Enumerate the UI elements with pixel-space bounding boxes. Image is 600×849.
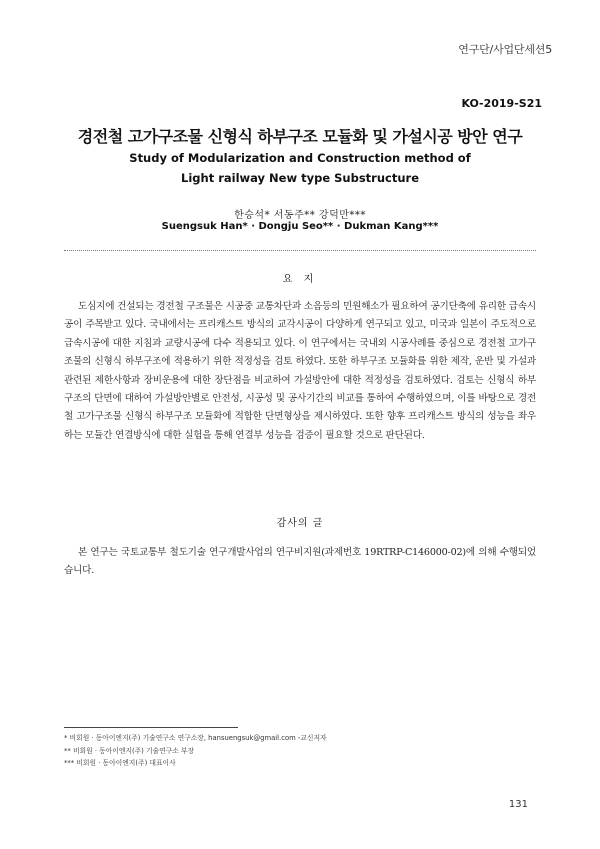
acknowledgment-heading: 감사의 글 <box>276 518 324 529</box>
footnote-item: *** 비회원 · 동아이엔지(주) 대표이사 <box>64 759 176 767</box>
footnotes <box>64 732 544 770</box>
footnote-item: * 비회원 · 동아이엔지(주) 기술연구소 연구소장, hansuengsuk@gmail.com -교신저자 <box>64 734 327 742</box>
title-korean: 경전철 고가구조물 신형식 하부구조 모듈화 및 가설시공 방안 연구 <box>77 127 523 146</box>
title-english-line1: Study of Modularization and Construction method of <box>129 151 471 165</box>
page-number: 131 <box>508 799 528 810</box>
title-english <box>0 148 600 188</box>
title-english-line2: Light railway New type Substructure <box>181 171 419 185</box>
footnote-item: ** 비회원 · 동아이엔지(주) 기술연구소 부장 <box>64 746 195 755</box>
authors-korean: 한승석* 서동주** 강덕만*** <box>234 210 366 221</box>
abstract-heading: 요 지 <box>282 274 318 285</box>
abstract-body: 도심지에 건설되는 경전철 구조물은 시공중 교통차단과 소음등의 민원해소가 필요하여 공기단축에 유리한 급속시공이 주목받고 있다. 국내에서는 프리캐스트 방식의 교각시공이 다양하게 연구되고 있고, 미국과 일본이 주도적으로 급속시공에 대한 지침과 교량시공에 다수 적용되고 있다. 이 연구에서는 국내외 시공사례를 중심으로 경전철 고가구조물의 신형식 하부구조에 적용하기 위한 적정성을 검토 하였다. 또한 하부구조 모듈화를 위한 제작, 운반 및 가설과 관련된 제한사항과 장비운용에 대한 장단점을 비교하여 가설방안에 대한 적정성을 검토하였다. 검토는 신형식 하부구조의 단면에 대하여 가설방안별로 안전성, 시공성 및 공사기간의 비교를 통하여 수행하였으며, 이를 바탕으로 경전철 고가구조물 신형식 하부구조 모듈화에 적합한 단면형상을 제시하였다. 또한 향후 프리캐스트 방식의 성능을 좌우하는 모듈간 연결방식에 대한 실험을 통해 연결부 성능을 검증이 필요할 것으로 판단된다. <box>64 301 536 441</box>
paper-code: KO-2019-S21 <box>461 97 542 110</box>
acknowledgment-body: 본 연구는 국토교통부 철도기술 연구개발사업의 연구비지원(과제번호 19RTRP-C146000-02)에 의해 수행되었습니다. <box>64 547 536 577</box>
running-head: 연구단/사업단세션5 <box>458 43 552 56</box>
authors-english: Suengsuk Han* · Dongju Seo** · Dukman Kang*** <box>161 221 439 232</box>
footnote-divider <box>64 727 238 728</box>
dotted-divider <box>64 250 536 251</box>
